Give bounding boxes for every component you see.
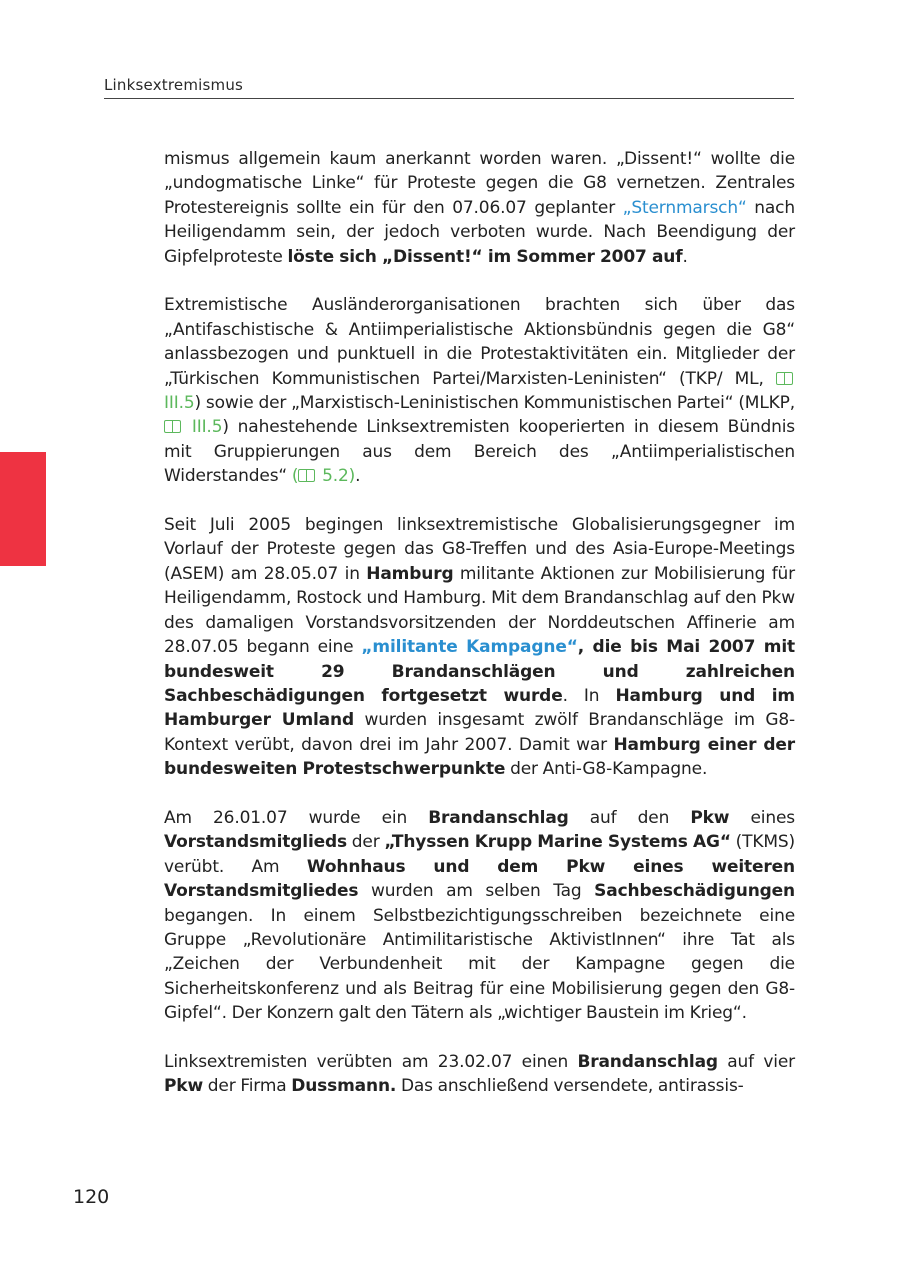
paragraph-dissent	[164, 147, 795, 269]
cross-reference-mlkp[interactable]	[164, 417, 222, 437]
bold-segment: Hamburg und im Hamburger Umland	[164, 685, 795, 731]
running-header-title: Linksextremismus	[104, 76, 794, 99]
bold-segment: Pkw	[690, 807, 730, 828]
book-icon	[776, 372, 793, 385]
text-segment: eines	[729, 807, 795, 828]
bold-segment: löste sich „Dissent!“ im Sommer 2007 auf	[287, 246, 683, 267]
cross-reference-label: III.5	[191, 417, 223, 438]
text-segment: der Firma	[203, 1076, 292, 1097]
text-segment: (TKMS) verübt. Am	[164, 832, 795, 877]
text-segment: der Anti-G8-Kampagne.	[505, 759, 708, 780]
text-segment: .	[682, 246, 688, 267]
text-segment: militante Aktionen zur Mobilisierung für Heiligendamm, Rostock und Hamburg. Mit dem Brandanschlag auf den Pkw des damaligen Vorstandsvorsitzenden der Norddeutschen Affinerie am 28.07.05 begann eine	[164, 563, 796, 658]
text-segment: auf den	[568, 807, 691, 828]
bold-segment: Brandanschlag	[428, 807, 569, 828]
glossary-link-sternmarsch[interactable]: „Sternmarsch“	[622, 197, 747, 218]
text-segment: Linksextremisten verübten am 23.02.07 einen	[164, 1051, 578, 1072]
text-segment: Das anschließend versendete, antirassis-	[396, 1076, 744, 1097]
page-number: 120	[73, 1186, 110, 1208]
cross-reference-label: 5.2)	[322, 466, 356, 487]
bold-segment: , die bis Mai 2007 mit bundesweit 29 Brandanschlägen und zahlreichen Sachbeschädigungen fortgesetzt wurde	[164, 637, 795, 706]
book-icon	[298, 469, 315, 482]
book-icon	[164, 420, 181, 433]
text-segment: auf vier	[717, 1051, 795, 1072]
text-segment: wurden am selben Tag	[358, 881, 595, 902]
bold-segment: Brandanschlag	[577, 1051, 718, 1072]
text-segment: Seit Juli 2005 begingen linksextremistische Globalisierungsgegner im Vorlauf der Proteste gegen das G8-Treffen und des Asia-Europe-Meetings (ASEM) am 28.05.07 in	[164, 515, 795, 584]
paragraph-hamburg-kampagne	[164, 513, 795, 781]
main-text-column	[164, 147, 795, 1123]
paragraph-auslaenderorganisationen	[164, 293, 795, 488]
bold-segment: „Thyssen Krupp Marine Systems AG“	[384, 832, 731, 853]
paragraph-dussmann	[164, 1050, 795, 1099]
text-segment: . In	[562, 685, 616, 706]
paragraph-tkms	[164, 806, 795, 1026]
bold-segment: Pkw	[164, 1076, 204, 1097]
text-segment: ) nahestehende Linksextremisten kooperierten in diesem Bündnis mit Gruppierungen aus dem Bereich des „Antiimperialistischen Widerstandes“	[164, 417, 795, 487]
text-segment: begangen. In einem Selbstbezichtigungsschreiben bezeichnete eine Gruppe „Revolutionäre Antimilitaristische AktivistInnen“ ihre Tat als „Zeichen der Verbundenheit mit der Kampagne gegen die Sicherheitskonferenz und als Beitrag für eine Mobilisierung gegen den G8-Gipfel“. Der Konzern galt den Tätern als „wichtiger Baustein im Krieg“.	[164, 905, 795, 1024]
cross-reference-label: III.5	[164, 393, 195, 414]
cross-reference-open-paren: (	[291, 466, 299, 487]
cross-reference-widerstand[interactable]	[292, 466, 355, 486]
bold-segment: Sachbeschädigungen	[594, 881, 795, 902]
text-segment: mismus allgemein kaum anerkannt worden waren. „Dissent!“ wollte die „undogmatische Linke“ für Proteste gegen die G8 vernetzen. Zentrales Protestereignis sollte ein für den 07.06.07 geplanter	[164, 149, 795, 218]
chapter-color-tab	[0, 452, 46, 566]
bold-segment: Vorstandsmitglieds	[164, 832, 348, 853]
text-segment: .	[355, 466, 361, 487]
bold-segment: Hamburg	[366, 563, 454, 584]
bold-segment: Wohnhaus und dem Pkw eines weiteren Vorstandsmitgliedes	[164, 856, 795, 902]
text-segment: wurden insgesamt zwölf Brandanschläge im G8-Kontext verübt, davon drei im Jahr 2007. Damit war	[164, 710, 795, 755]
text-segment: ) sowie der „Marxistisch-Leninistischen Kommunistischen Partei“ (MLKP,	[194, 393, 795, 414]
text-segment: der	[347, 832, 385, 853]
text-segment: Am 26.01.07 wurde ein	[164, 807, 429, 828]
glossary-link-militante-kampagne[interactable]: „militante Kampagne“	[361, 637, 578, 658]
text-segment: Extremistische Ausländerorganisationen brachten sich über das „Antifaschistische & Antiimperialistische Aktionsbündnis gegen die G8“ anlassbezogen und punktuell in die Protestaktivitäten ein. Mitglieder der „Türkischen Kommunistischen Partei/Marxisten-Leninisten“ (TKP/ ML,	[164, 295, 795, 389]
text-segment: nach Heiligendamm sein, der jedoch verboten wurde. Nach Beendigung der Gipfelproteste	[164, 197, 796, 267]
bold-segment: Hamburg einer der bundesweiten Protestschwerpunkte	[164, 734, 795, 780]
bold-segment: Dussmann.	[291, 1076, 397, 1097]
